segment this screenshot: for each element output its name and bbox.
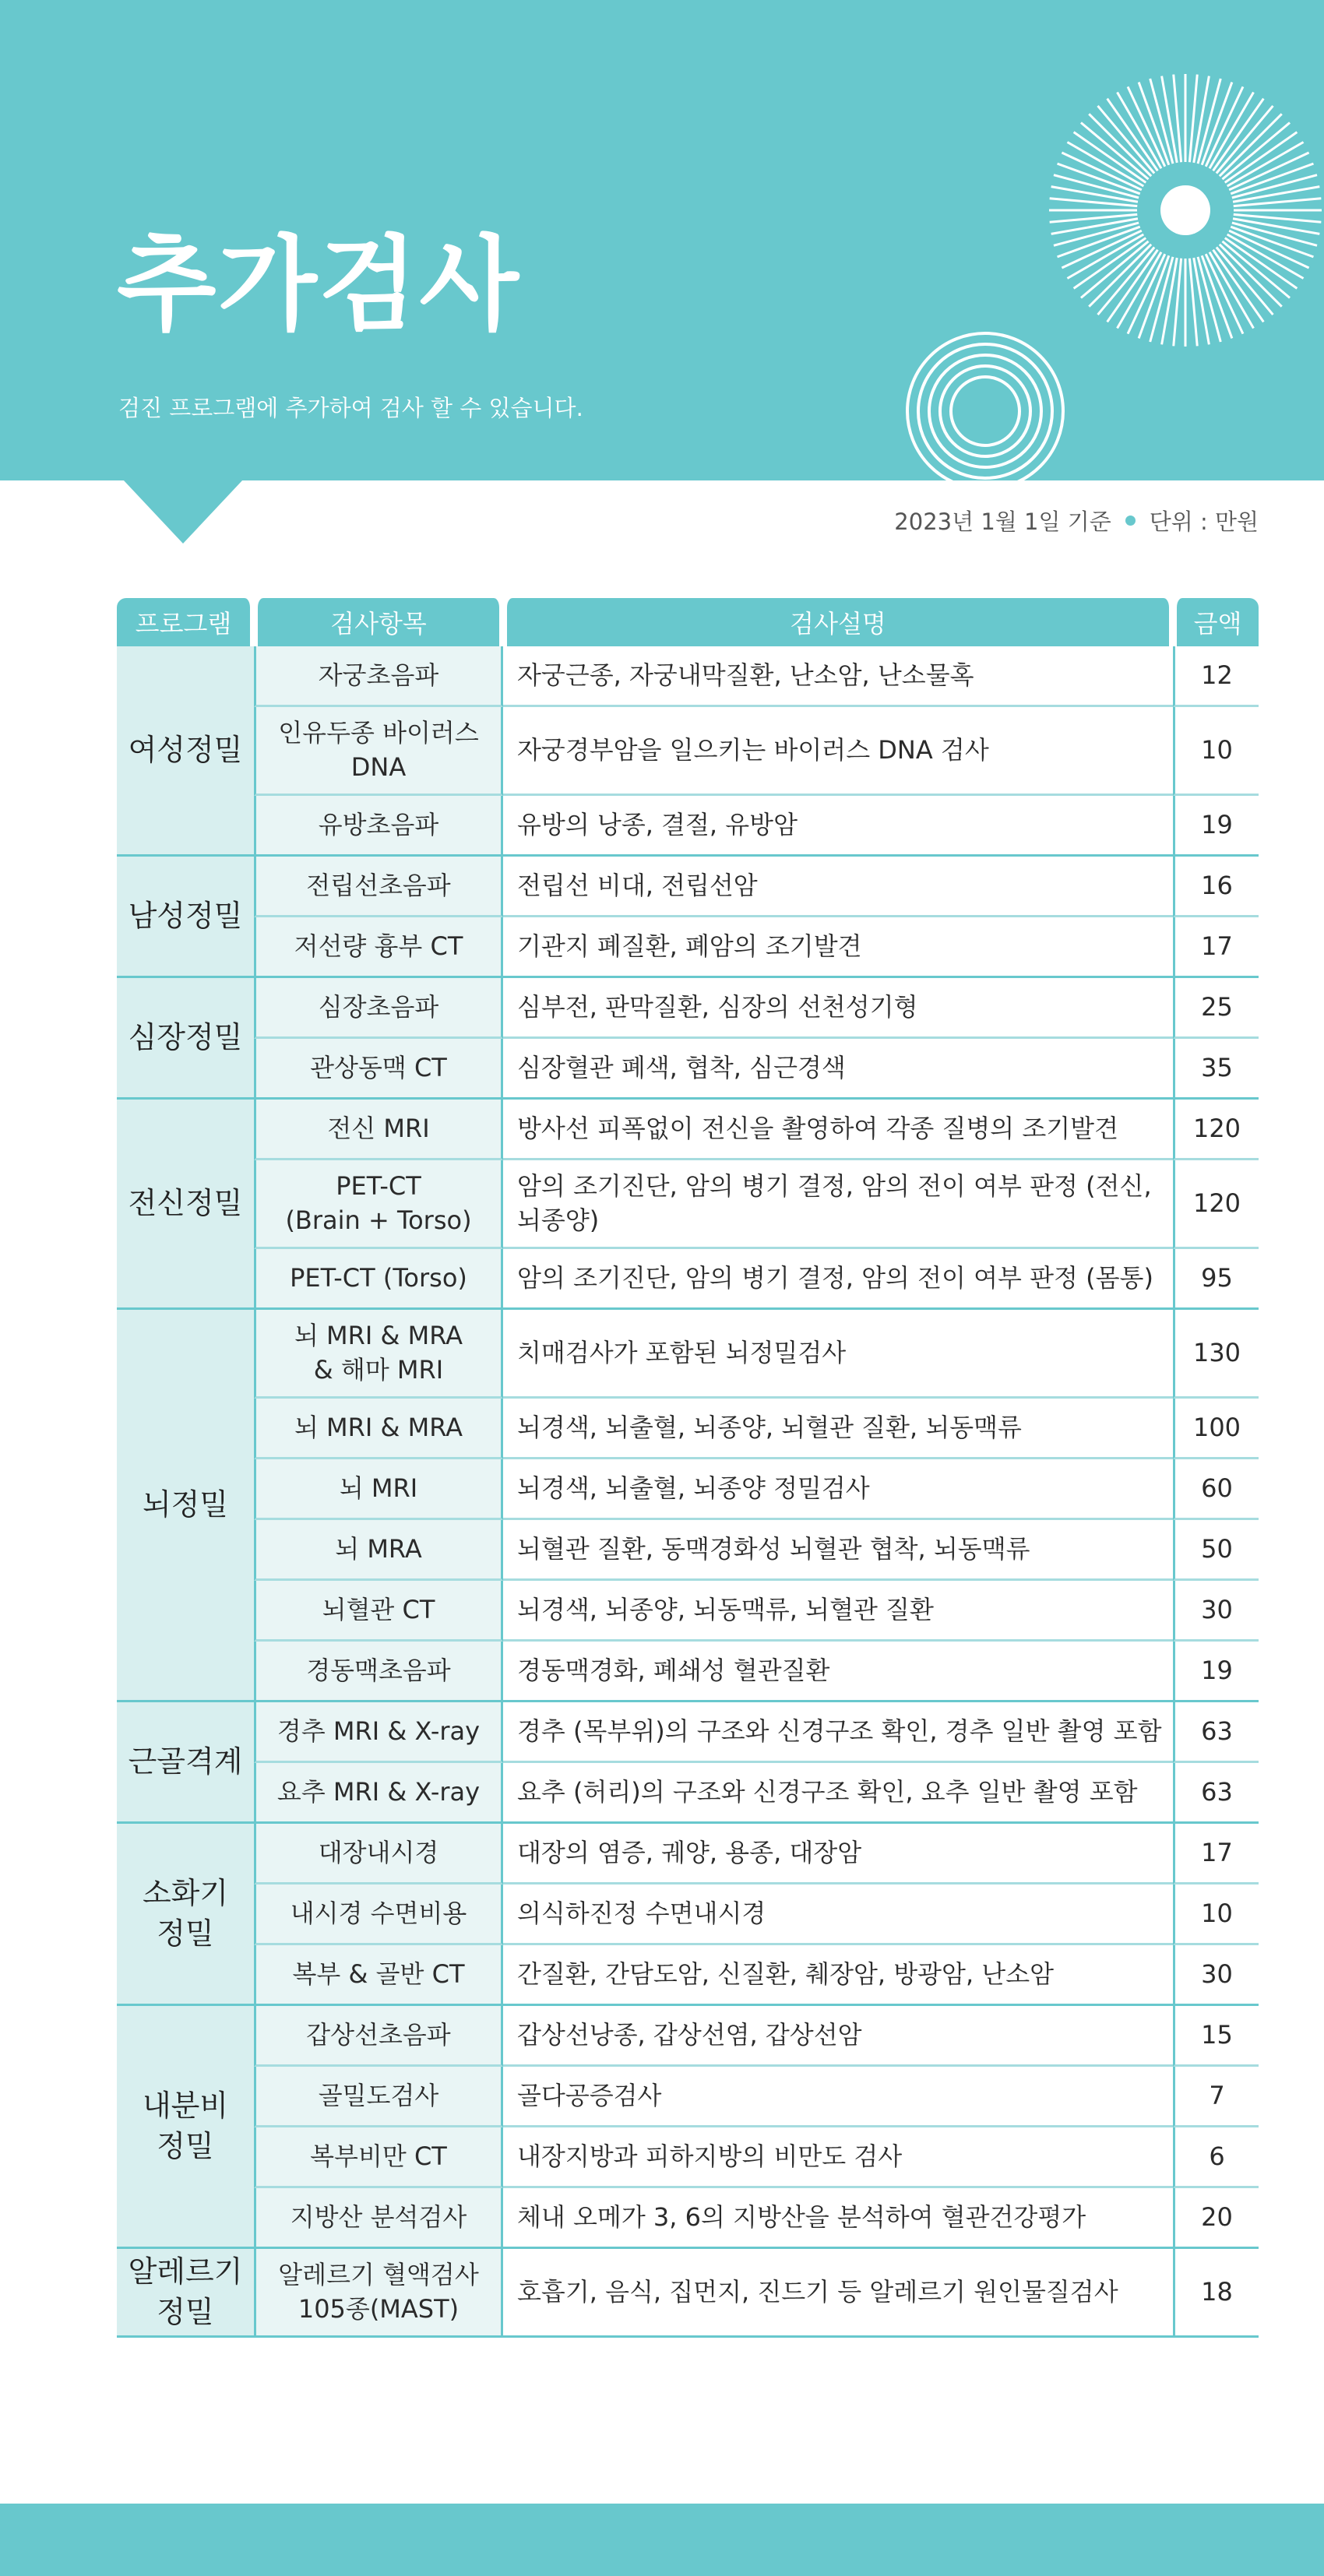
price-cell: 10	[1173, 1884, 1259, 1945]
program-cell: 알레르기 정밀	[117, 2249, 254, 2338]
description-cell: 자궁근종, 자궁내막질환, 난소암, 난소물혹	[503, 646, 1173, 707]
banner-pointer	[123, 480, 243, 544]
description-cell: 방사선 피폭없이 전신을 촬영하여 각종 질병의 조기발견	[503, 1100, 1173, 1160]
table-row	[117, 1520, 1259, 1581]
item-cell: 뇌 MRI & MRA	[254, 1399, 503, 1459]
description-cell: 자궁경부암을 일으키는 바이러스 DNA 검사	[503, 707, 1173, 796]
item-cell: 복부 & 골반 CT	[254, 1945, 503, 2006]
price-cell: 10	[1173, 707, 1259, 796]
description-cell: 대장의 염증, 궤양, 용종, 대장암	[503, 1824, 1173, 1884]
header-description: 검사설명	[503, 598, 1173, 646]
program-cell: 뇌정밀	[117, 1310, 254, 1702]
description-cell: 뇌혈관 질환, 동맥경화성 뇌혈관 협착, 뇌동맥류	[503, 1520, 1173, 1581]
item-cell: PET-CT (Brain + Torso)	[254, 1160, 503, 1249]
price-cell: 7	[1173, 2067, 1259, 2127]
price-cell: 30	[1173, 1581, 1259, 1642]
footer-bar	[0, 2504, 1324, 2576]
table-row	[117, 796, 1259, 857]
item-cell: 뇌혈관 CT	[254, 1581, 503, 1642]
unit-label: 단위 : 만원	[1149, 509, 1259, 535]
table-row	[117, 2067, 1259, 2127]
item-cell: 저선량 흉부 CT	[254, 917, 503, 978]
description-cell: 의식하진정 수면내시경	[503, 1884, 1173, 1945]
item-cell: 관상동맥 CT	[254, 1039, 503, 1100]
program-cell: 여성정밀	[117, 646, 254, 857]
table-row	[117, 1039, 1259, 1100]
price-cell: 17	[1173, 1824, 1259, 1884]
item-cell: 유방초음파	[254, 796, 503, 857]
table-row	[117, 646, 1259, 707]
item-cell: 뇌 MRI	[254, 1459, 503, 1520]
description-cell: 경추 (목부위)의 구조와 신경구조 확인, 경추 일반 촬영 포함	[503, 1702, 1173, 1763]
table-row	[117, 1581, 1259, 1642]
price-cell: 130	[1173, 1310, 1259, 1399]
description-cell: 요추 (허리)의 구조와 신경구조 확인, 요추 일반 촬영 포함	[503, 1763, 1173, 1824]
table-row	[117, 2006, 1259, 2067]
item-cell: 뇌 MRA	[254, 1520, 503, 1581]
price-cell: 17	[1173, 917, 1259, 978]
program-cell: 전신정밀	[117, 1100, 254, 1310]
date-label: 2023년 1월 1일 기준	[894, 509, 1111, 535]
table-row	[117, 1249, 1259, 1310]
description-cell: 암의 조기진단, 암의 병기 결정, 암의 전이 여부 판정 (전신, 뇌종양)	[503, 1160, 1173, 1249]
program-cell: 남성정밀	[117, 857, 254, 978]
table-row	[117, 1824, 1259, 1884]
price-cell: 60	[1173, 1459, 1259, 1520]
table-row	[117, 1642, 1259, 1702]
table-row	[117, 2188, 1259, 2249]
table-row	[117, 1763, 1259, 1824]
item-cell: 전립선초음파	[254, 857, 503, 917]
price-cell: 120	[1173, 1160, 1259, 1249]
table-row	[117, 1702, 1259, 1763]
program-cell: 내분비 정밀	[117, 2006, 254, 2249]
table-row	[117, 1945, 1259, 2006]
price-cell: 63	[1173, 1702, 1259, 1763]
item-cell: 알레르기 혈액검사 105종(MAST)	[254, 2249, 503, 2338]
description-cell: 체내 오메가 3, 6의 지방산을 분석하여 혈관건강평가	[503, 2188, 1173, 2249]
price-cell: 6	[1173, 2127, 1259, 2188]
description-cell: 유방의 낭종, 결절, 유방암	[503, 796, 1173, 857]
price-cell: 16	[1173, 857, 1259, 917]
description-cell: 내장지방과 피하지방의 비만도 검사	[503, 2127, 1173, 2188]
price-cell: 15	[1173, 2006, 1259, 2067]
price-cell: 63	[1173, 1763, 1259, 1824]
item-cell: 갑상선초음파	[254, 2006, 503, 2067]
description-cell: 골다공증검사	[503, 2067, 1173, 2127]
item-cell: 전신 MRI	[254, 1100, 503, 1160]
description-cell: 경동맥경화, 폐쇄성 혈관질환	[503, 1642, 1173, 1702]
description-cell: 호흡기, 음식, 집먼지, 진드기 등 알레르기 원인물질검사	[503, 2249, 1173, 2338]
description-cell: 뇌경색, 뇌종양, 뇌동맥류, 뇌혈관 질환	[503, 1581, 1173, 1642]
item-cell: 복부비만 CT	[254, 2127, 503, 2188]
description-cell: 심장혈관 폐색, 협착, 심근경색	[503, 1039, 1173, 1100]
item-cell: 내시경 수면비용	[254, 1884, 503, 1945]
item-cell: 인유두종 바이러스 DNA	[254, 707, 503, 796]
price-cell: 18	[1173, 2249, 1259, 2338]
table-row	[117, 707, 1259, 796]
price-cell: 100	[1173, 1399, 1259, 1459]
table-row	[117, 1399, 1259, 1459]
price-cell: 30	[1173, 1945, 1259, 2006]
description-cell: 치매검사가 포함된 뇌정밀검사	[503, 1310, 1173, 1399]
item-cell: 자궁초음파	[254, 646, 503, 707]
price-cell: 20	[1173, 2188, 1259, 2249]
header-item: 검사항목	[254, 598, 503, 646]
item-cell: 지방산 분석검사	[254, 2188, 503, 2249]
page-title: 추가검사	[117, 225, 521, 345]
program-cell: 소화기 정밀	[117, 1824, 254, 2006]
table-header-row	[117, 598, 1259, 646]
table-row	[117, 1884, 1259, 1945]
price-cell: 19	[1173, 1642, 1259, 1702]
item-cell: 뇌 MRI & MRA & 해마 MRI	[254, 1310, 503, 1399]
table-row	[117, 2127, 1259, 2188]
exam-table	[117, 598, 1259, 2338]
table-row	[117, 1459, 1259, 1520]
item-cell: 경추 MRI & X-ray	[254, 1702, 503, 1763]
description-cell: 전립선 비대, 전립선암	[503, 857, 1173, 917]
meta-info	[894, 505, 1259, 537]
description-cell: 기관지 폐질환, 폐암의 조기발견	[503, 917, 1173, 978]
table-row	[117, 978, 1259, 1039]
item-cell: 심장초음파	[254, 978, 503, 1039]
price-cell: 35	[1173, 1039, 1259, 1100]
price-cell: 19	[1173, 796, 1259, 857]
page-subtitle: 검진 프로그램에 추가하여 검사 할 수 있습니다.	[118, 395, 583, 421]
table-row	[117, 2249, 1259, 2338]
description-cell: 심부전, 판막질환, 심장의 선천성기형	[503, 978, 1173, 1039]
price-cell: 120	[1173, 1100, 1259, 1160]
table-row	[117, 1160, 1259, 1249]
table-row	[117, 1100, 1259, 1160]
description-cell: 암의 조기진단, 암의 병기 결정, 암의 전이 여부 판정 (몸통)	[503, 1249, 1173, 1310]
item-cell: 요추 MRI & X-ray	[254, 1763, 503, 1824]
price-cell: 25	[1173, 978, 1259, 1039]
description-cell: 간질환, 간담도암, 신질환, 췌장암, 방광암, 난소암	[503, 1945, 1173, 2006]
program-cell: 근골격계	[117, 1702, 254, 1824]
price-cell: 12	[1173, 646, 1259, 707]
program-cell: 심장정밀	[117, 978, 254, 1100]
description-cell: 뇌경색, 뇌출혈, 뇌종양, 뇌혈관 질환, 뇌동맥류	[503, 1399, 1173, 1459]
description-cell: 뇌경색, 뇌출혈, 뇌종양 정밀검사	[503, 1459, 1173, 1520]
header-program: 프로그램	[117, 598, 254, 646]
table-row	[117, 917, 1259, 978]
item-cell: 대장내시경	[254, 1824, 503, 1884]
header-price: 금액	[1173, 598, 1259, 646]
bullet-icon	[1125, 516, 1136, 526]
table-row	[117, 857, 1259, 917]
description-cell: 갑상선낭종, 갑상선염, 갑상선암	[503, 2006, 1173, 2067]
item-cell: 경동맥초음파	[254, 1642, 503, 1702]
item-cell: 골밀도검사	[254, 2067, 503, 2127]
table-row	[117, 1310, 1259, 1399]
price-cell: 50	[1173, 1520, 1259, 1581]
item-cell: PET-CT (Torso)	[254, 1249, 503, 1310]
price-cell: 95	[1173, 1249, 1259, 1310]
header-banner	[0, 0, 1324, 480]
